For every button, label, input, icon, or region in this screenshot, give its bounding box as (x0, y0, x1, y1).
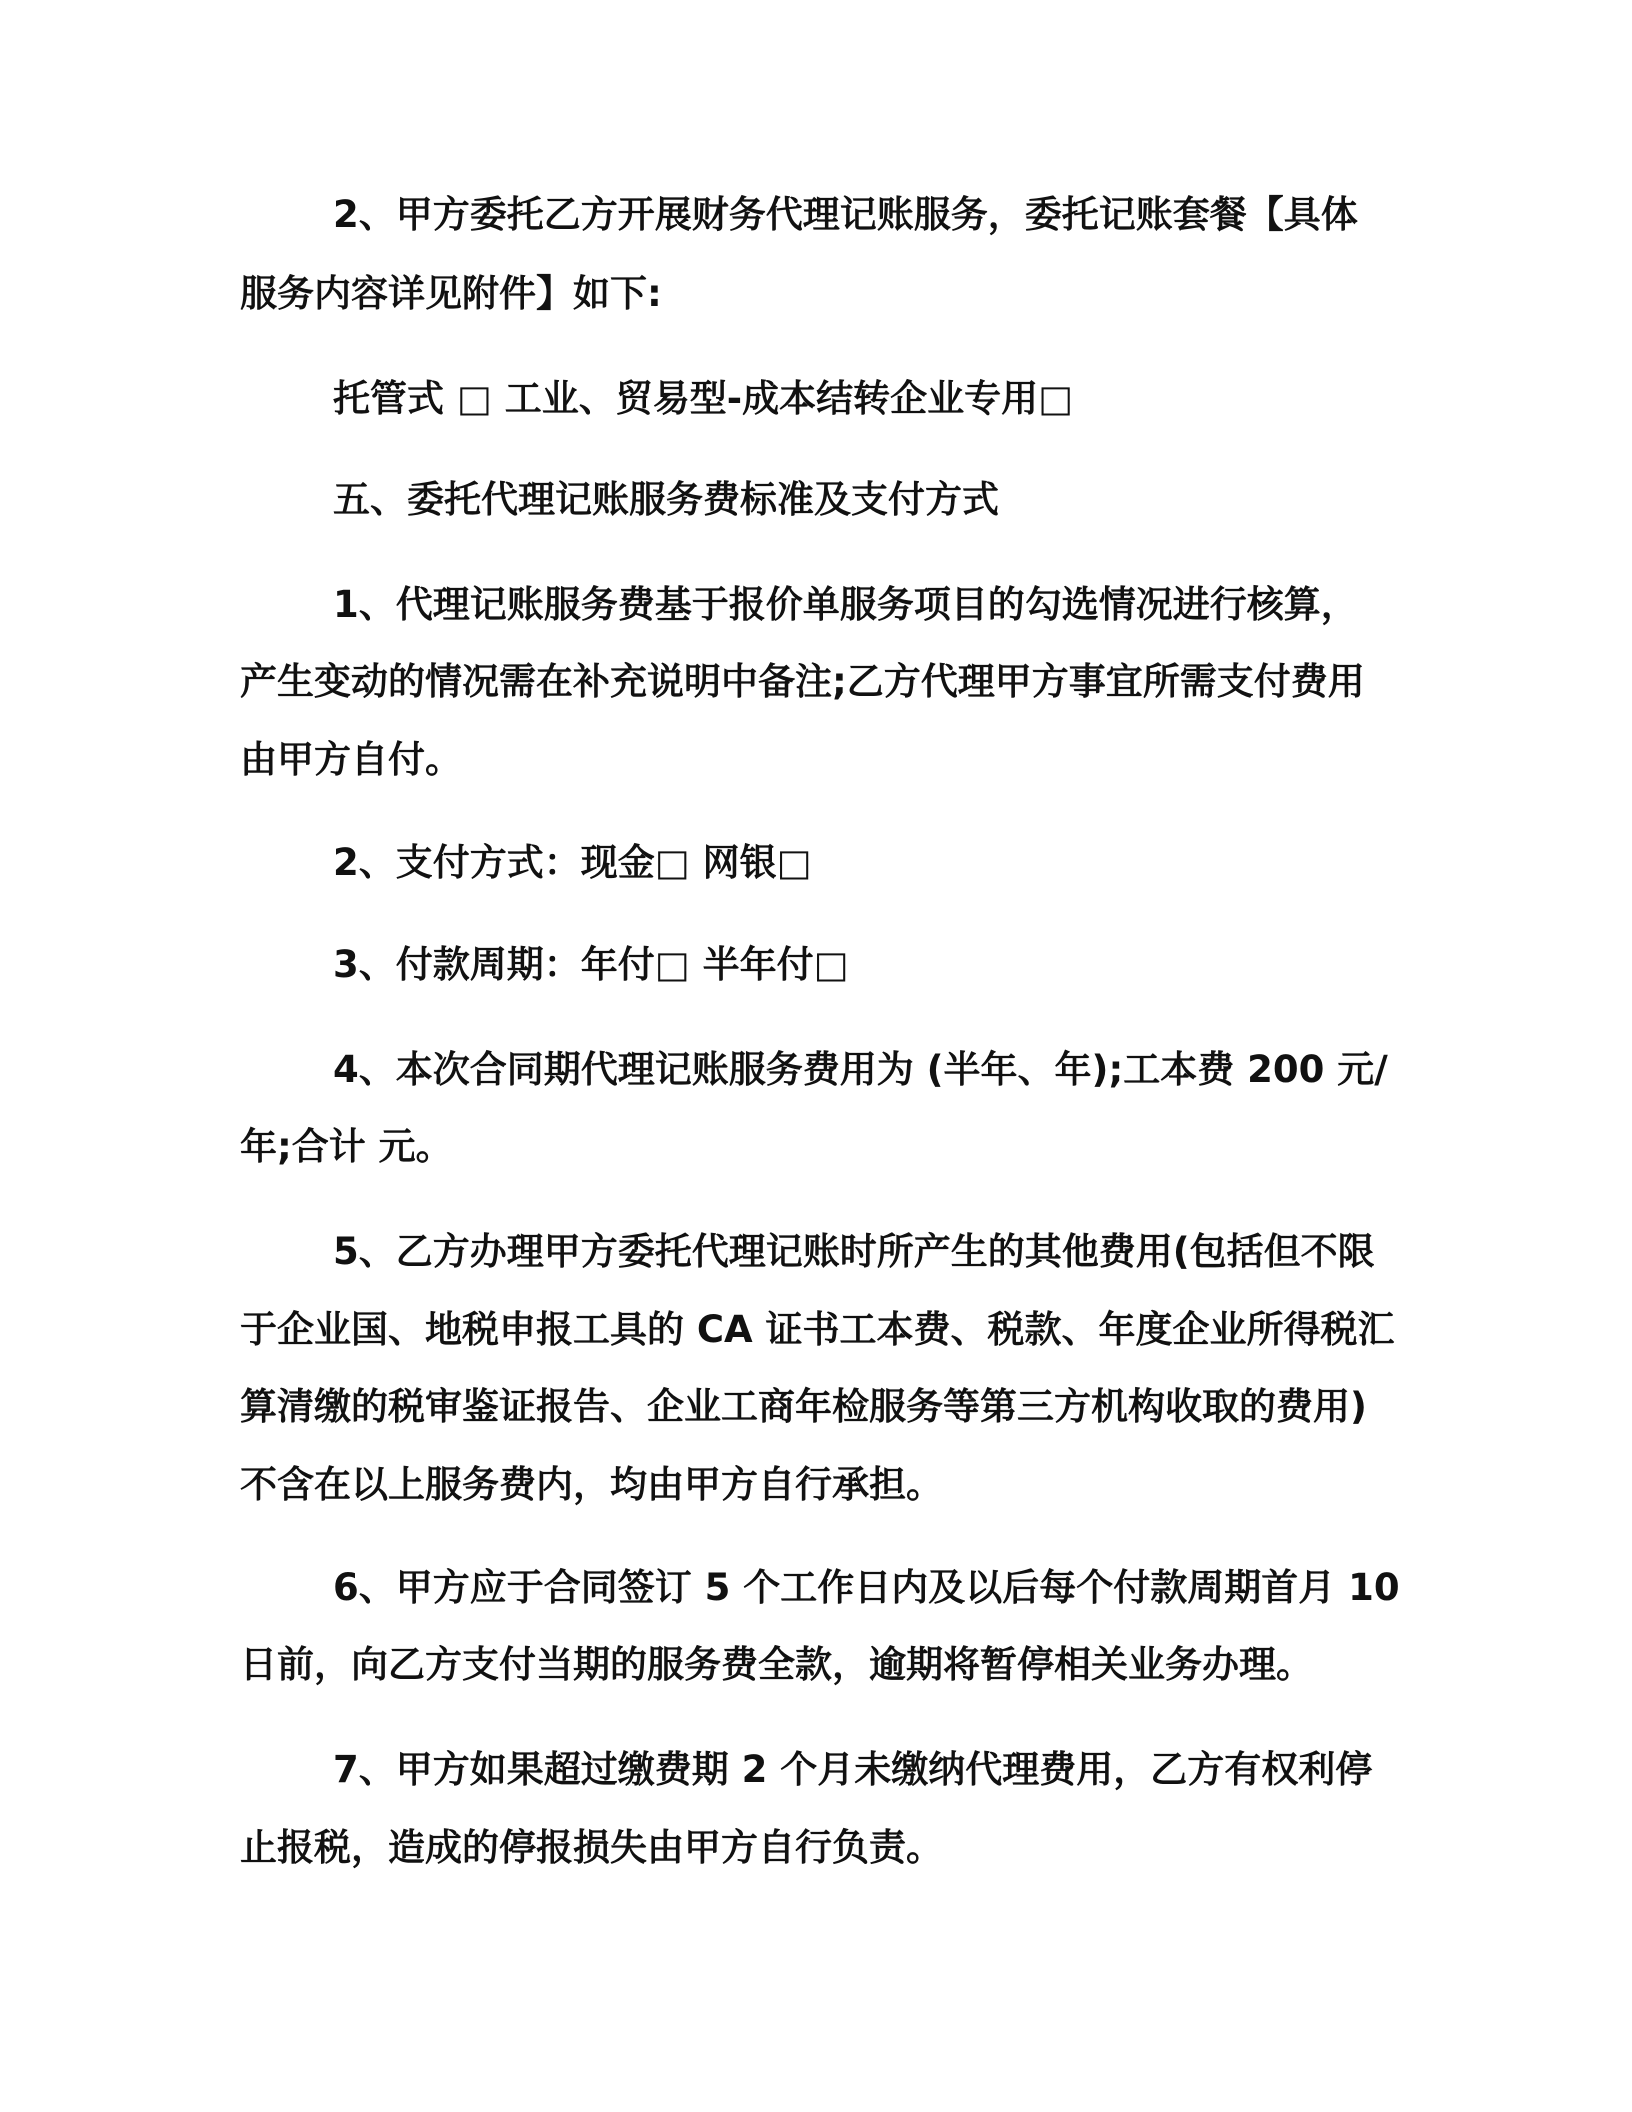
clause6-line-1: 6、甲方应于合同签订 5 个工作日内及以后每个付款周期首月 10 (333, 1566, 1400, 1609)
item2-intro-line-1: 2、甲方委托乙方开展财务代理记账服务，委托记账套餐【具体 (333, 193, 1358, 236)
clause4-line-2: 年;合计 元。 (240, 1125, 453, 1168)
clause5-line-4: 不含在以上服务费内，均由甲方自行承担。 (240, 1463, 943, 1506)
clause5-line-2: 于企业国、地税申报工具的 CA 证书工本费、税款、年度企业所得税汇 (240, 1308, 1395, 1351)
clause6-line-2: 日前，向乙方支付当期的服务费全款，逾期将暂停相关业务办理。 (240, 1643, 1313, 1686)
clause1-line-3: 由甲方自付。 (240, 738, 462, 781)
clause5-line-1: 5、乙方办理甲方委托代理记账时所产生的其他费用(包括但不限 (333, 1230, 1375, 1273)
package-options: 托管式 □ 工业、贸易型-成本结转企业专用□ (333, 377, 1074, 420)
clause7-line-1: 7、甲方如果超过缴费期 2 个月未缴纳代理费用，乙方有权利停 (333, 1748, 1373, 1791)
clause4-line-1: 4、本次合同期代理记账服务费用为 (半年、年);工本费 200 元/ (333, 1048, 1388, 1091)
clause1-line-1: 1、代理记账服务费基于报价单服务项目的勾选情况进行核算， (333, 583, 1358, 626)
clause3-payment-cycle: 3、付款周期：年付□ 半年付□ (333, 943, 849, 986)
section5-heading: 五、委托代理记账服务费标准及支付方式 (333, 478, 999, 521)
clause2-payment-method: 2、支付方式：现金□ 网银□ (333, 841, 812, 884)
clause1-line-2: 产生变动的情况需在补充说明中备注;乙方代理甲方事宜所需支付费用 (240, 660, 1365, 703)
clause7-line-2: 止报税，造成的停报损失由甲方自行负责。 (240, 1826, 943, 1869)
item2-intro-line-2: 服务内容详见附件】如下: (240, 272, 662, 315)
clause5-line-3: 算清缴的税审鉴证报告、企业工商年检服务等第三方机构收取的费用) (240, 1385, 1367, 1428)
